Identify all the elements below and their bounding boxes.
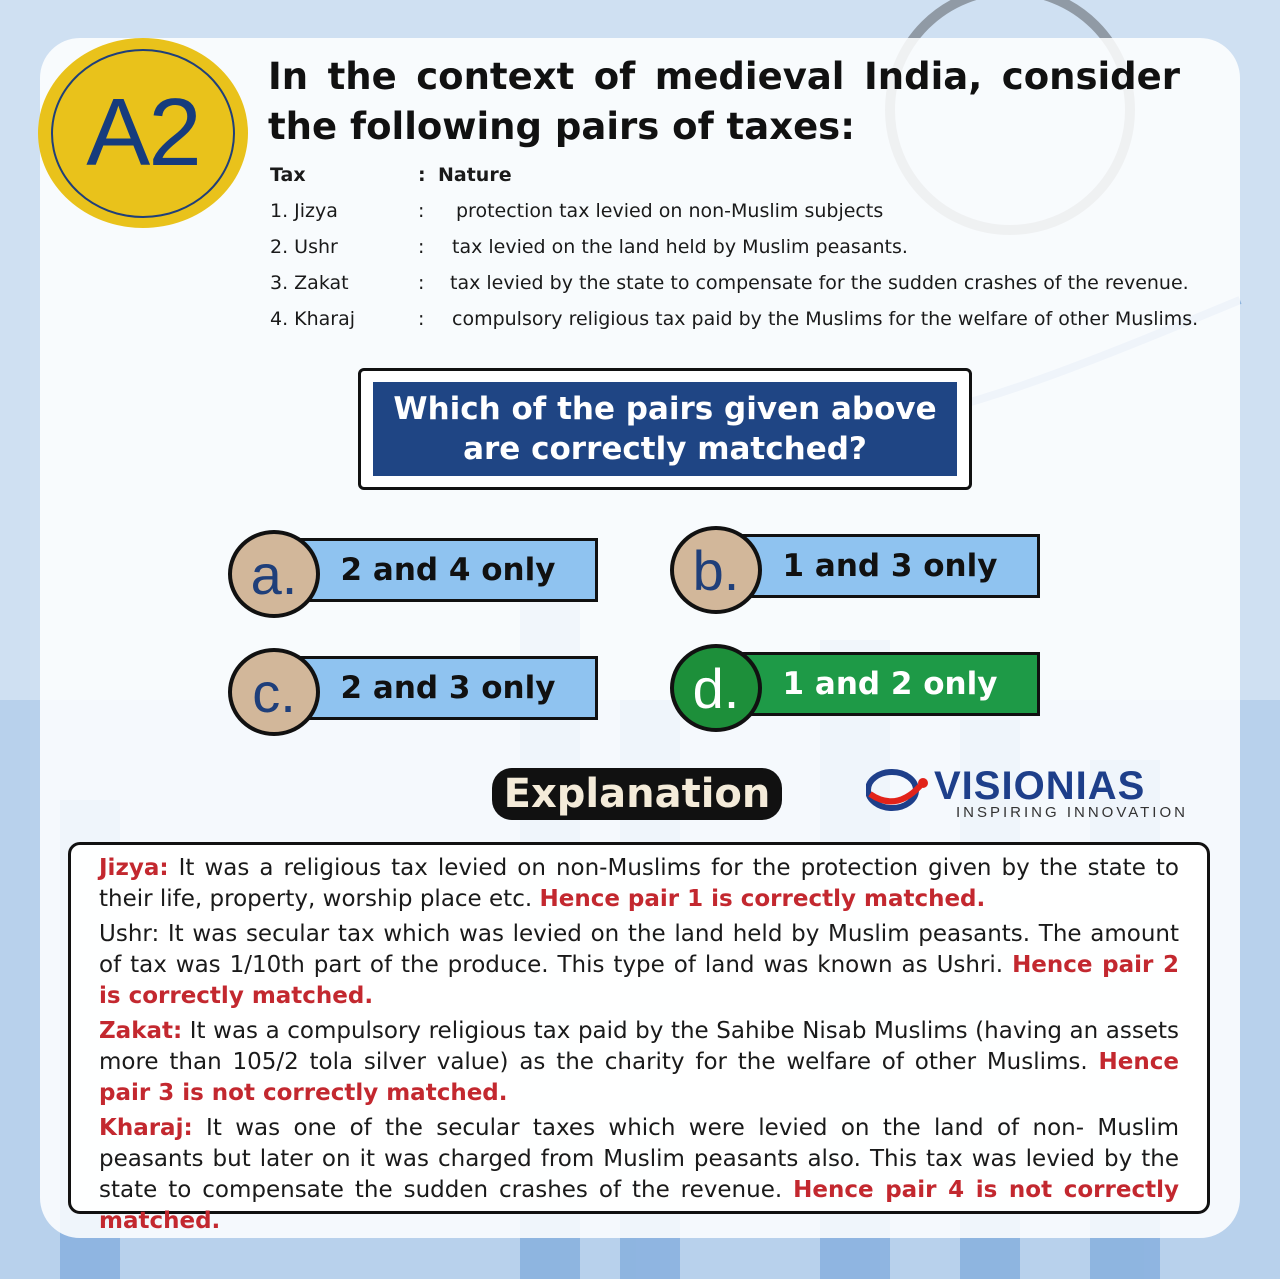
pair-nature: protection tax levied on non-Muslim subjects [456, 200, 884, 222]
logo-tagline: INSPIRING INNOVATION [956, 804, 1188, 821]
header-nature: Nature [438, 164, 512, 186]
pair-row [270, 236, 1230, 272]
paragraph-lead: Kharaj: [99, 1115, 193, 1141]
paragraph-lead: Zakat: [99, 1018, 183, 1044]
option-letter: a. [228, 530, 320, 618]
paragraph-body: It was a religious tax levied on non-Muslims for the protection given by the state to their life, property, worship place etc. [99, 855, 1179, 912]
question-title: In the context of medieval India, consider the following pairs of taxes: [268, 55, 1180, 148]
option-text: 2 and 3 only [298, 656, 598, 720]
pair-nature: tax levied by the state to compensate for the sudden crashes of the revenue. [450, 272, 1189, 294]
pair-row [270, 200, 1230, 236]
pair-row [270, 308, 1230, 344]
option-letter: d. [670, 644, 762, 732]
question-prompt-box [358, 368, 972, 490]
pair-separator: : [418, 308, 425, 330]
pair-separator: : [418, 272, 425, 294]
visionias-logo [866, 764, 1196, 824]
logo-swoosh-icon [866, 768, 926, 818]
explanation-paragraph [99, 1016, 1179, 1109]
paragraph-lead: Jizya: [99, 855, 169, 881]
option-text: 1 and 3 only [740, 534, 1040, 598]
logo-dot [918, 778, 928, 788]
pair-tax: 3. Zakat [270, 272, 349, 294]
badge-label: A2 [86, 79, 200, 186]
paragraph-verdict: Hence pair 4 is not correctly matched. [99, 1177, 1179, 1234]
paragraph-body: Ushr: It was secular tax which was levied on the land held by Muslim peasants. The amount of tax was 1/10th part of the produce. This type of land was known as Ushri. [99, 921, 1179, 978]
header-tax: Tax [270, 164, 306, 186]
pair-tax: 4. Kharaj [270, 308, 356, 330]
pair-separator: : [418, 200, 425, 222]
pair-tax: 2. Ushr [270, 236, 338, 258]
explanation-paragraph [99, 853, 1179, 915]
explanation-paragraph [99, 1113, 1179, 1237]
pair-separator: : [418, 236, 425, 258]
pairs-table [270, 164, 1230, 344]
question-number-badge [38, 38, 248, 228]
option-b[interactable] [670, 526, 1060, 606]
option-text: 1 and 2 only [740, 652, 1040, 716]
option-d-correct[interactable] [670, 644, 1060, 724]
option-letter: c. [228, 648, 320, 736]
paragraph-verdict: Hence pair 2 is correctly matched. [99, 952, 1179, 1009]
badge-ring [51, 49, 235, 218]
paragraph-body: It was a compulsory religious tax paid by the Sahibe Nisab Muslims (having an assets more than 105/2 tola silver value) as the charity for the welfare of other Muslims. [99, 1018, 1179, 1075]
question-prompt: Which of the pairs given above are correctly matched? [373, 382, 957, 476]
option-a[interactable] [228, 530, 618, 610]
explanation-paragraph [99, 919, 1179, 1012]
header-separator: : [418, 164, 426, 186]
pair-row [270, 272, 1230, 308]
explanation-label: Explanation [492, 768, 782, 820]
pairs-header [270, 164, 1230, 200]
option-c[interactable] [228, 648, 618, 728]
pair-nature: tax levied on the land held by Muslim peasants. [452, 236, 908, 258]
paragraph-verdict: Hence pair 1 is correctly matched. [539, 886, 986, 912]
logo-name: VISIONIAS [934, 764, 1146, 808]
pair-tax: 1. Jizya [270, 200, 338, 222]
explanation-box [68, 842, 1210, 1234]
paragraph-body: It was one of the secular taxes which were levied on the land of non- Muslim peasants but later on it was charged from Muslim peasants also. This tax was levied by the state to compensate the sudden crashes of the revenue. [99, 1115, 1179, 1203]
option-text: 2 and 4 only [298, 538, 598, 602]
pair-nature: compulsory religious tax paid by the Muslims for the welfare of other Muslims. [452, 308, 1199, 330]
option-letter: b. [670, 526, 762, 614]
paragraph-verdict: Hence pair 3 is not correctly matched. [99, 1049, 1179, 1106]
